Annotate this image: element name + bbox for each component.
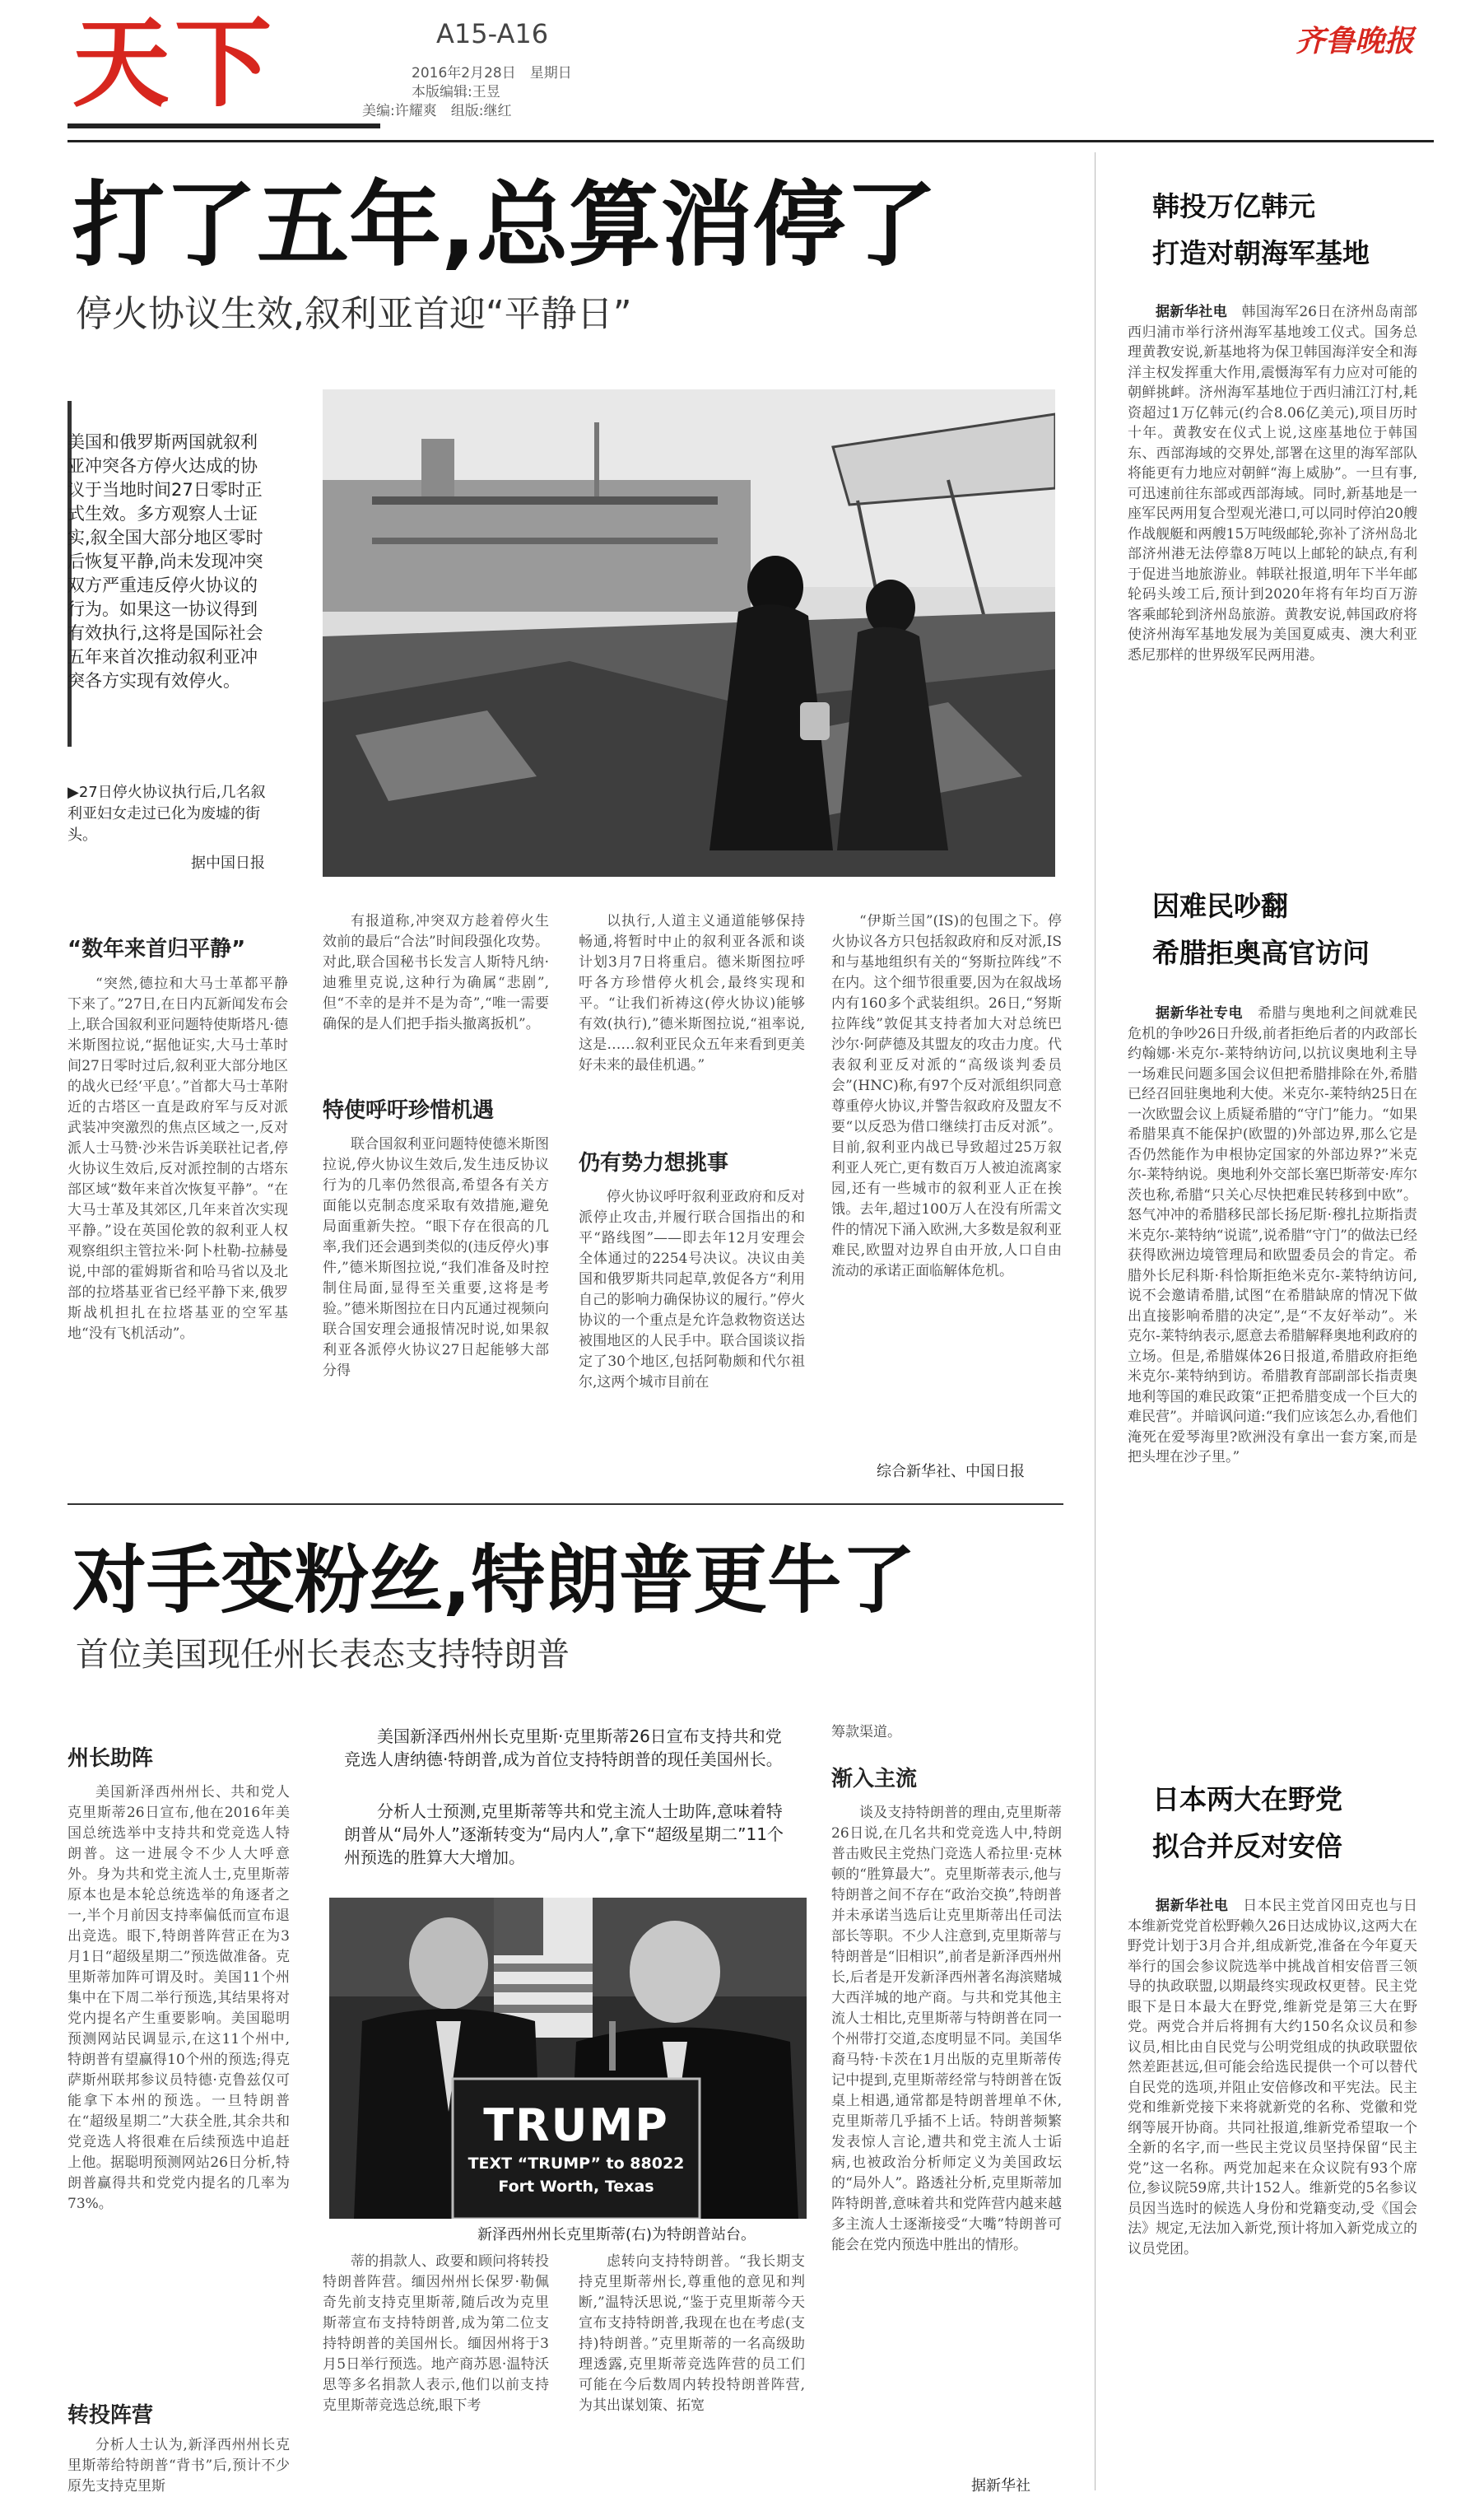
story2-subheadline: 首位美国现任州长表态支持特朗普 [76,1636,570,1674]
story2-subhead-1: 州长助阵 [67,1746,154,1771]
sidebar-item2-title-line2: 希腊拒奥高官访问 [1152,937,1370,969]
story2-subhead-3: 渐入主流 [831,1767,918,1791]
story1-lead: 美国和俄罗斯两国就叙利亚冲突各方停火达成的协议于当地时间27日零时正式生效。多方观察人士证实,叙全国大部分地区零时后恢复平静,尚未发现冲突双方严重违反停火协议的行为。如果这一协议得到有效执行,这将是国际社会五年来首次推动叙利亚冲突各方实现有效停火。 [67,432,263,691]
story2-column-2 [323,2252,549,2503]
story2-column-1b [67,2435,290,2509]
podium-sign-location: Fort Worth, Texas [498,2178,654,2196]
story1-column-3b [579,1187,805,1497]
title-underline [67,123,380,128]
story1-col2b-text: 联合国叙利亚问题特使德米斯图拉说,停火协议生效后,发生违反协议行为的几率仍然很高,希望各有关方面能以克制态度采取有效措施,避免局面重新失控。“眼下存在很高的几率,我们还会遇到类似的(违反停火)事件,”德米斯图拉说,“我们准备及时控制住局面,显得至关重要,这将是考验。”德米斯图拉在日内瓦通过视频向联合国安理会通报情况时说,如果叙利亚各派停火协议27日起能够大部分得 [323,1136,549,1379]
sidebar-item1-source: 据新华社电 [1156,304,1228,320]
story1-column-2b [323,1134,549,1497]
podium-sign-text: TEXT “TRUMP” to 88022 [468,2155,685,2173]
story1-subhead-3: 仍有势力想挑事 [579,1151,729,1176]
sidebar-item3-body [1128,1896,1417,2497]
story2-col4b-text: 谈及支持特朗普的理由,克里斯蒂26日说,在几名共和党竞选人中,特朗普击败民主党热门竞选人希拉里·克林顿的“胜算最大”。克里斯蒂表示,他与特朗普之间不存在“政治交换”,特朗普并未承诺当选后让克里斯蒂出任司法部长等职。不少人注意到,克里斯蒂与特朗普是“旧相识”,前者是新泽西州州长,后者是开发新泽西州著名海滨赌城大西洋城的地产商。与共和党其他主流人士相比,克里斯蒂与特朗普在同一个州带打交道,态度明显不同。美国华裔马特·卡茨在1月出版的克里斯蒂传记中提到,克里斯蒂经常与特朗普在饭桌上相遇,通常都是特朗普埋单不休,克里斯蒂几乎插不上话。特朗普频繁发表惊人言论,遭共和党主流人士诟病,也被政治分析师定义为美国政坛的“局外人”。路透社分析,克里斯蒂加阵特朗普,意味着共和党阵营内越来越多主流人士逐渐接受“大嘴”特朗普可能会在党内预选中胜出的情形。 [831,1805,1062,2253]
story2-headline: 对手变粉丝,特朗普更牛了 [72,1537,916,1624]
story1-column-4 [831,911,1062,1455]
section-title: 天下 [72,7,277,120]
sidebar-item2-body [1128,1004,1417,1745]
story2-col3-text: 虑转向支持特朗普。“我长期支持克里斯蒂州长,尊重他的意见和判断,”温特沃思说,“鉴于克里斯蒂今天宣布支持特朗普,我现在也在考虑(支持)特朗普。”克里斯蒂的一名高级助理透露,克里斯蒂竞选阵营的员工们可能在今后数周内转投特朗普阵营,为其出谋划策、拓宽 [579,2253,805,2414]
sidebar-divider [1095,152,1096,2490]
masthead-rule [67,140,1434,142]
story2-col1-text: 美国新泽西州州长、共和党人克里斯蒂26日宣布,他在2016年美国总统选举中支持共和党竞选人特朗普。这一进展令不少人大呼意外。身为共和党主流人士,克里斯蒂原本也是本轮总统选举的角逐者之一,半个月前因支持率偏低而宣布退出竞选。眼下,特朗普阵营正在为3月1日“超级星期二”预选做准备。克里斯蒂加阵可谓及时。美国11个州集中在下周二举行预选,其结果将对党内提名产生重要影响。美国聪明预测网站民调显示,在这11个州中,特朗普有望赢得10个州的预选;得克萨斯州联邦参议员特德·克鲁兹仅可能拿下本州的预选。一旦特朗普在“超级星期二”大获全胜,其余共和党竞选人将很难在后续预选中追赶上他。据聪明预测网站26日分析,特朗普赢得共和党党内提名的几率为73%。 [67,1784,290,2212]
story2-column-4b [831,1803,1062,2466]
story1-column-1 [67,974,288,1460]
story1-col2-text: 有报道称,冲突双方趁着停火生效前的最后“合法”时间段强化攻势。对此,联合国秘书长发言人斯特凡纳·迪雅里克说,这种行为确属“悲剧”,但“不幸的是并不是为奇”,“唯一需要确保的是人们把手指头撤离扳机”。 [323,913,549,1032]
story2-col2-text: 蒂的捐款人、政要和顾问将转投特朗普阵营。缅因州州长保罗·勒佩奇先前支持克里斯蒂,随后改为克里斯蒂宣布支持特朗普,成为第二位支持特朗普的美国州长。缅因州将于3月5日举行预选。地产商苏恩·温特沃思等多名捐款人表示,他们以前支持克里斯蒂竞选总统,眼下考 [323,2253,549,2414]
sidebar-item3-title-line1: 日本两大在野党 [1152,1783,1342,1815]
sidebar-item1-text: 韩国海军26日在济州岛南部西归浦市举行济州海军基地竣工仪式。国务总理黄教安说,新基地将为保卫韩国海洋安全和海洋主权发挥重大作用,震慑海军有力应对可能的朝鲜挑衅。济州海军基地位于西归浦江汀村,耗资超过1万亿韩元(约合8.06亿美元),项目历时十年。黄教安在仪式上说,这座基地位于韩国东、西部海域的交界处,部署在这里的海军部队将能更有力地应对朝鲜“海上威胁”。一旦有事,可迅速前往东部或西部海域。同时,新基地是一座军民两用复合型观光港口,可以同时停泊20艘作战舰艇和两艘15万吨级邮轮,弥补了济州岛北部济州港无法停靠8万吨以上邮轮的缺点,有利于促进当地旅游业。韩联社报道,明年下半年邮轮码头竣工后,预计到2020年将有年均百万游客乘邮轮到济州岛旅游。黄教安说,韩国政府将使济州海军基地发展为美国夏威夷、澳大利亚悉尼那样的世界级军民两用港。 [1128,304,1417,664]
story2-source: 据新华社 [971,2477,1030,2495]
editor-credit: 本版编辑:王昱 [412,84,500,100]
story1-col4-text: “伊斯兰国”(IS)的包围之下。停火协议各方只包括叙政府和反对派,IS和与基地组织有关的“努斯拉阵线”不在内。这个细节很重要,因为在叙战场内有160多个武装组织。26日,“努斯拉阵线”敦促其支持者加大对总统巴沙尔·阿萨德及其盟友的攻击力度。代表叙利亚反对派的“高级谈判委员会”(HNC)称,有97个反对派组织同意尊重停火协议,并警告叙政府及盟友不要“以反恐为借口继续打击反对派”。目前,叙利亚内战已导致超过25万叙利亚人死亡,更有数百万人被迫流离家园,还有一些城市的叙利亚人正在挨饿。去年,超过100万人在没有所需文件的情况下涌入欧洲,大多数是叙利亚难民,欧盟对边界自由开放,人口自由流动的承诺正面临解体危机。 [831,913,1062,1279]
sidebar-item1-title-line2: 打造对朝海军基地 [1152,237,1370,269]
story1-column-2a [323,911,549,1076]
story2-column-3 [579,2252,805,2503]
issue-date: 2016年2月28日 星期日 [412,65,572,82]
story1-col1-text: “突然,德拉和大马士革都平静下来了。”27日,在日内瓦新闻发布会上,联合国叙利亚问题特使斯塔凡·德米斯图拉说,“据他证实,大马士革时间27日零时过后,叙利亚大部分地区的战火已经‘平息’。”首都大马士革附近的古塔区一直是政府军与反对派武装冲突激烈的焦点区域之一,反对派人士马赞·沙米告诉美联社记者,停火协议生效后,反对派控制的古塔东部区域“数年来首次恢复平静”。“在大马士革及其郊区,几年来首次实现平静。”设在英国伦敦的叙利亚人权观察组织主管拉米·阿卜杜勒-拉赫曼说,中部的霍姆斯省和哈马省以及北部的拉塔基亚省已经平静下来,俄罗斯战机担扎在拉塔基亚的空军基地“没有飞机活动”。 [67,976,288,1342]
newspaper-logo: 齐鲁晚报 [1295,24,1414,58]
sidebar-item1-body [1128,302,1417,872]
story1-col3b-text: 停火协议呼吁叙利亚政府和反对派停止攻击,并履行联合国指出的和平“路线图”——即去年12月安理会全体通过的2254号决议。决议由美国和俄罗斯共同起草,敦促各方“利用自己的影响力确保协议的履行。”停火协议的一个重点是允许急救物资送达被围地区的人民手中。联合国谈议指定了30个地区,包括阿勒颇和代尔祖尔,这两个城市目前在 [579,1189,805,1391]
story1-subhead-2: 特使呼吁珍惜机遇 [323,1098,495,1123]
story-divider [67,1503,1063,1505]
sidebar-item3-source: 据新华社电 [1156,1898,1229,1914]
sidebar-item2-source: 据新华社专电 [1156,1005,1244,1022]
sidebar-item3-title-line2: 拟合并反对安倍 [1152,1830,1342,1862]
story1-photo-credit: 据中国日报 [191,855,265,872]
art-credit: 美编:许耀爽 组版:继红 [362,103,512,119]
story2-column-4a [831,1722,1062,1747]
story1-subheadline: 停火协议生效,叙利亚首迎“平静日” [76,293,632,335]
story2-col1b-text: 分析人士认为,新泽西州州长克里斯蒂给特朗普“背书”后,预计不少原先支持克里斯 [67,2437,290,2495]
story2-subhead-2: 转投阵营 [67,2403,154,2428]
story2-lead-2: 分析人士预测,克里斯蒂等共和党主流人士助阵,意味着特朗普从“局外人”逐渐转变为“局内人”,拿下“超级星期二”11个州预选的胜算大大增加。 [344,1801,784,1867]
sidebar-item1-title-line1: 韩投万亿韩元 [1152,190,1315,222]
sidebar-item2-title-line1: 因难民吵翻 [1152,890,1288,922]
syria-photo [323,389,1055,877]
page-range: A15-A16 [436,18,549,49]
story2-col4-text: 筹款渠道。 [831,1724,901,1740]
story1-column-3a [579,911,805,1121]
podium-sign-title: TRUMP [483,2099,669,2151]
story2-column-1 [67,1782,290,2388]
story1-subhead-1: “数年来首归平静” [67,937,246,962]
ruins-illustration [323,389,1055,877]
story2-photo-caption: 新泽西州州长克里斯蒂(右)为特朗普站台。 [477,2226,756,2243]
story2-lead-1: 美国新泽西州州长克里斯·克里斯蒂26日宣布支持共和党竞选人唐纳德·特朗普,成为首位支持特朗普的现任美国州长。 [344,1726,783,1769]
story1-headline: 打了五年,总算消停了 [72,172,937,279]
story1-col3-text: 以执行,人道主义通道能够保持畅通,将暂时中止的叙利亚各派和谈计划3月7日将重启。德米斯图拉呼吁各方珍惜停火机会,最终实现和平。“让我们祈祷这(停火协议)能够有效(执行),”德米斯图拉说,“祖率说,这是……叙利亚民众五年来看到更美好未来的最佳机遇。” [579,913,805,1074]
sidebar-item2-text: 希腊与奥地利之间就难民危机的争吵26日升级,前者拒绝后者的内政部长约翰娜·米克尔-莱特纳访问,以抗议奥地利主导一场难民问题多国会议但把希腊排除在外,希腊已经召回驻奥地利大使。米克尔-莱特纳25日在一次欧盟会议上质疑希腊的“守门”能力。“如果希腊果真不能保护(欧盟的)外部边界,那么它是否仍然能作为申根协定国家的外部边界?”米克尔-莱特纳说。奥地利外交部长塞巴斯蒂安·库尔茨也称,希腊“只关心尽快把难民转移到中欧”。怒气冲冲的希腊移民部长扬尼斯·穆扎拉斯指责米克尔-莱特纳“说谎”,说希腊“守门”的做法已经获得欧洲边境管理局和欧盟委员会的肯定。希腊外长尼科斯·科恰斯拒绝米克尔-莱特纳访问,说不会邀请希腊,试图“在希腊缺席的情况下做出直接影响希腊的决定”,是“不友好举动”。米克尔-莱特纳表示,愿意去希腊解释奥地利政府的立场。但是,希腊媒体26日报道,希腊政府拒绝米克尔-莱特纳到访。希腊教育部副部长指责奥地利等国的难民政策“正把希腊变成一个巨大的难民营”。并暗讽问道:“我们应该怎么办,看他们淹死在爱琴海里?欧洲没有拿出一套方案,而是把头埋在沙子里。” [1128,1005,1417,1465]
story1-source: 综合新华社、中国日报 [877,1463,1025,1480]
story1-photo-caption: ▶27日停火协议执行后,几名叙利亚妇女走过已化为废墟的街头。 [67,784,266,844]
sidebar-item3-text: 日本民主党首冈田克也与日本维新党党首松野赖久26日达成协议,这两大在野党计划于3月合并,组成新党,准备在今年夏天举行的国会参议院选举中挑战首相安倍晋三领导的执政联盟,以期最终实现政权更替。民主党眼下是日本最大在野党,维新党是第三大在野党。两党合并后将拥有大约150名众议员和参议员,相比由自民党与公明党组成的执政联盟依然差距甚远,但可能会给选民提供一个可以替代自民党的选项,并阻止安倍修改和平宪法。民主党和维新党接下来将就新党的名称、党徽和党纲等展开协商。共同社报道,维新党希望取一个全新的名字,而一些民主党议员坚持保留“民主党”这一名称。两党加起来在众议院有93个席位,参议院59席,共计152人。维新党的5名参议员因当选时的候选人身份和党籍变动,受《国会法》规定,无法加入新党,预计将加入新党成立的议员党团。 [1128,1898,1417,2257]
trump-photo [329,1898,807,2219]
